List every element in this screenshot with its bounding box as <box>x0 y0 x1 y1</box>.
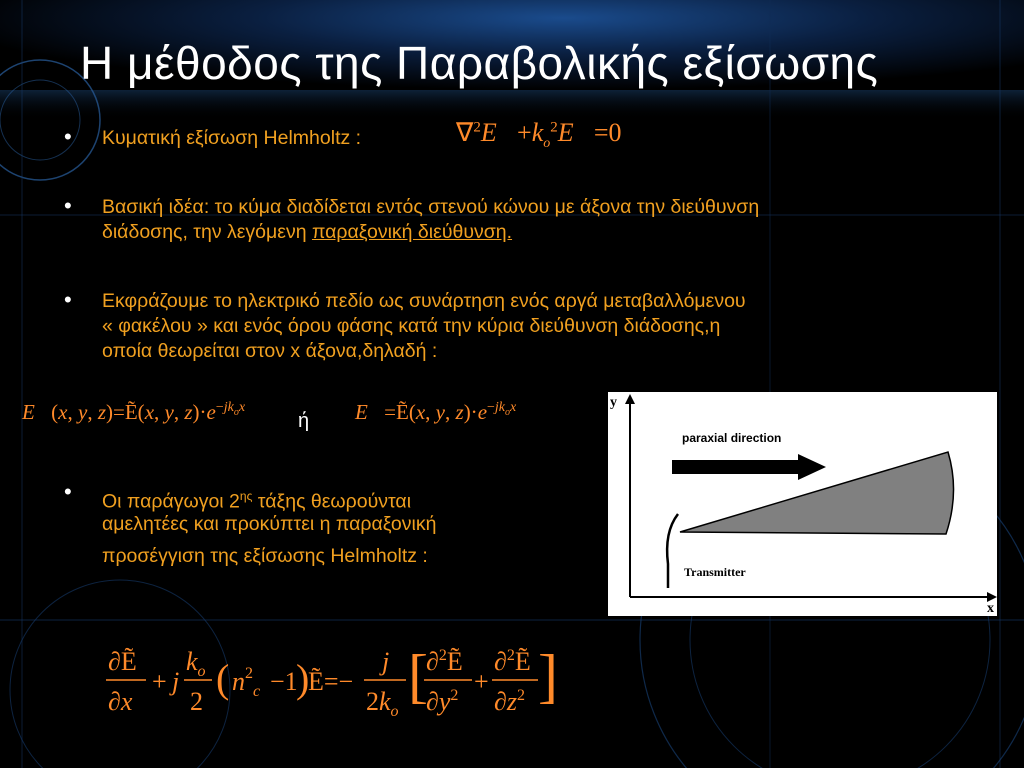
paraxial-direction-label: paraxial direction <box>682 431 782 445</box>
bullet-marker: • <box>64 193 72 218</box>
y-axis-label: y <box>610 395 617 410</box>
bullet-4-superscript: ης <box>239 489 253 503</box>
svg-text:∂2Ẽ: ∂$^2$Ẽ <box>494 647 531 676</box>
svg-text:ko: $k_o$ <box>186 647 206 680</box>
field-equation-b: E⃗=Ẽ(x, y, $z)\cdot e^{-jk_ox}$ <box>355 400 517 424</box>
paraxial-figure <box>608 392 997 616</box>
or-word: ή <box>298 410 310 432</box>
bullet-4-line-1-pre: Οι παράγωγοι 2 <box>102 490 240 513</box>
y-axis-arrow-icon <box>625 394 635 404</box>
transmitter-label: Transmitter <box>684 565 746 579</box>
bullet-4-line-2: αμελητέες και προκύπτει η παραξονική <box>102 513 437 535</box>
bullet-marker: • <box>64 479 72 504</box>
svg-text:∂x: ∂x <box>108 687 133 716</box>
field-equation-a: E⃗(x, y, z)=Ẽ(x, y, $z)\cdot e^{-jk_ox}$ <box>22 400 246 424</box>
svg-text:Ẽ=−: Ẽ=− <box>308 667 354 696</box>
svg-text:∂Ẽ: ∂Ẽ <box>108 647 137 676</box>
bullet-marker: • <box>64 287 72 312</box>
svg-text:j: j <box>382 647 390 676</box>
svg-text:2ko: $2k_o$ <box>366 687 399 720</box>
svg-text:+: + <box>474 667 489 696</box>
svg-text:): ) <box>296 656 310 701</box>
svg-text:+: + <box>152 667 167 696</box>
bullet-4-line-1-post: τάξης θεωρούνται <box>252 490 412 513</box>
svg-text:2: 2 <box>190 687 203 716</box>
svg-text:∂z2: $\partial z^2$ <box>494 687 525 716</box>
bullet-4-line-3: προσέγγιση της εξίσωσης Helmholtz : <box>102 545 428 567</box>
bullet-3-line-3: οποία θεωρείται στον x άξονα,δηλαδή : <box>102 340 438 362</box>
svg-text:∂2Ẽ: ∂$^2$Ẽ <box>426 647 463 676</box>
helmholtz-equation: $\nabla^2E⃗+k_o^2E⃗=0$ <box>456 118 622 152</box>
svg-text:[: [ <box>408 643 428 709</box>
paraxial-arrow-icon <box>672 454 826 480</box>
bullet-1-text: Κυματική εξίσωση Helmholtz : <box>102 127 362 149</box>
bullet-3-line-2: « φακέλου » και ενός όρου φάσης κατά την κύρια διεύθυνση διάδοσης,η <box>102 315 721 337</box>
svg-text:]: ] <box>538 643 558 709</box>
bullet-2-line-2 <box>102 220 512 244</box>
parabolic-equation <box>100 630 560 730</box>
slide-title: Η μέθοδος της Παραβολικής εξίσωσης <box>80 37 879 89</box>
svg-text:−1: −1 <box>270 667 298 696</box>
paraxial-direction-link[interactable]: παραξονική διεύθυνση. <box>311 221 513 243</box>
x-axis-label: x <box>987 601 994 616</box>
svg-text:j: j <box>172 667 180 696</box>
transmitter-icon <box>667 514 678 588</box>
bullet-marker: • <box>64 124 72 149</box>
bullet-2-line-1: Βασική ιδέα: το κύμα διαδίδεται εντός στενού κώνου με άξονα την διεύθυνση <box>102 196 760 218</box>
svg-text:∂y2: $\partial y^2$ <box>426 687 459 716</box>
svg-text:n2c: $n^2_c$ <box>232 665 261 700</box>
bullet-3-line-1: Εκφράζουμε το ηλεκτρικό πεδίο ως συνάρτηση ενός αργά μεταβαλλόμενου <box>102 290 746 312</box>
bullet-2-line-2-pre: διάδοσης, την λεγόμενη <box>102 221 312 243</box>
svg-text:(: ( <box>216 656 230 701</box>
